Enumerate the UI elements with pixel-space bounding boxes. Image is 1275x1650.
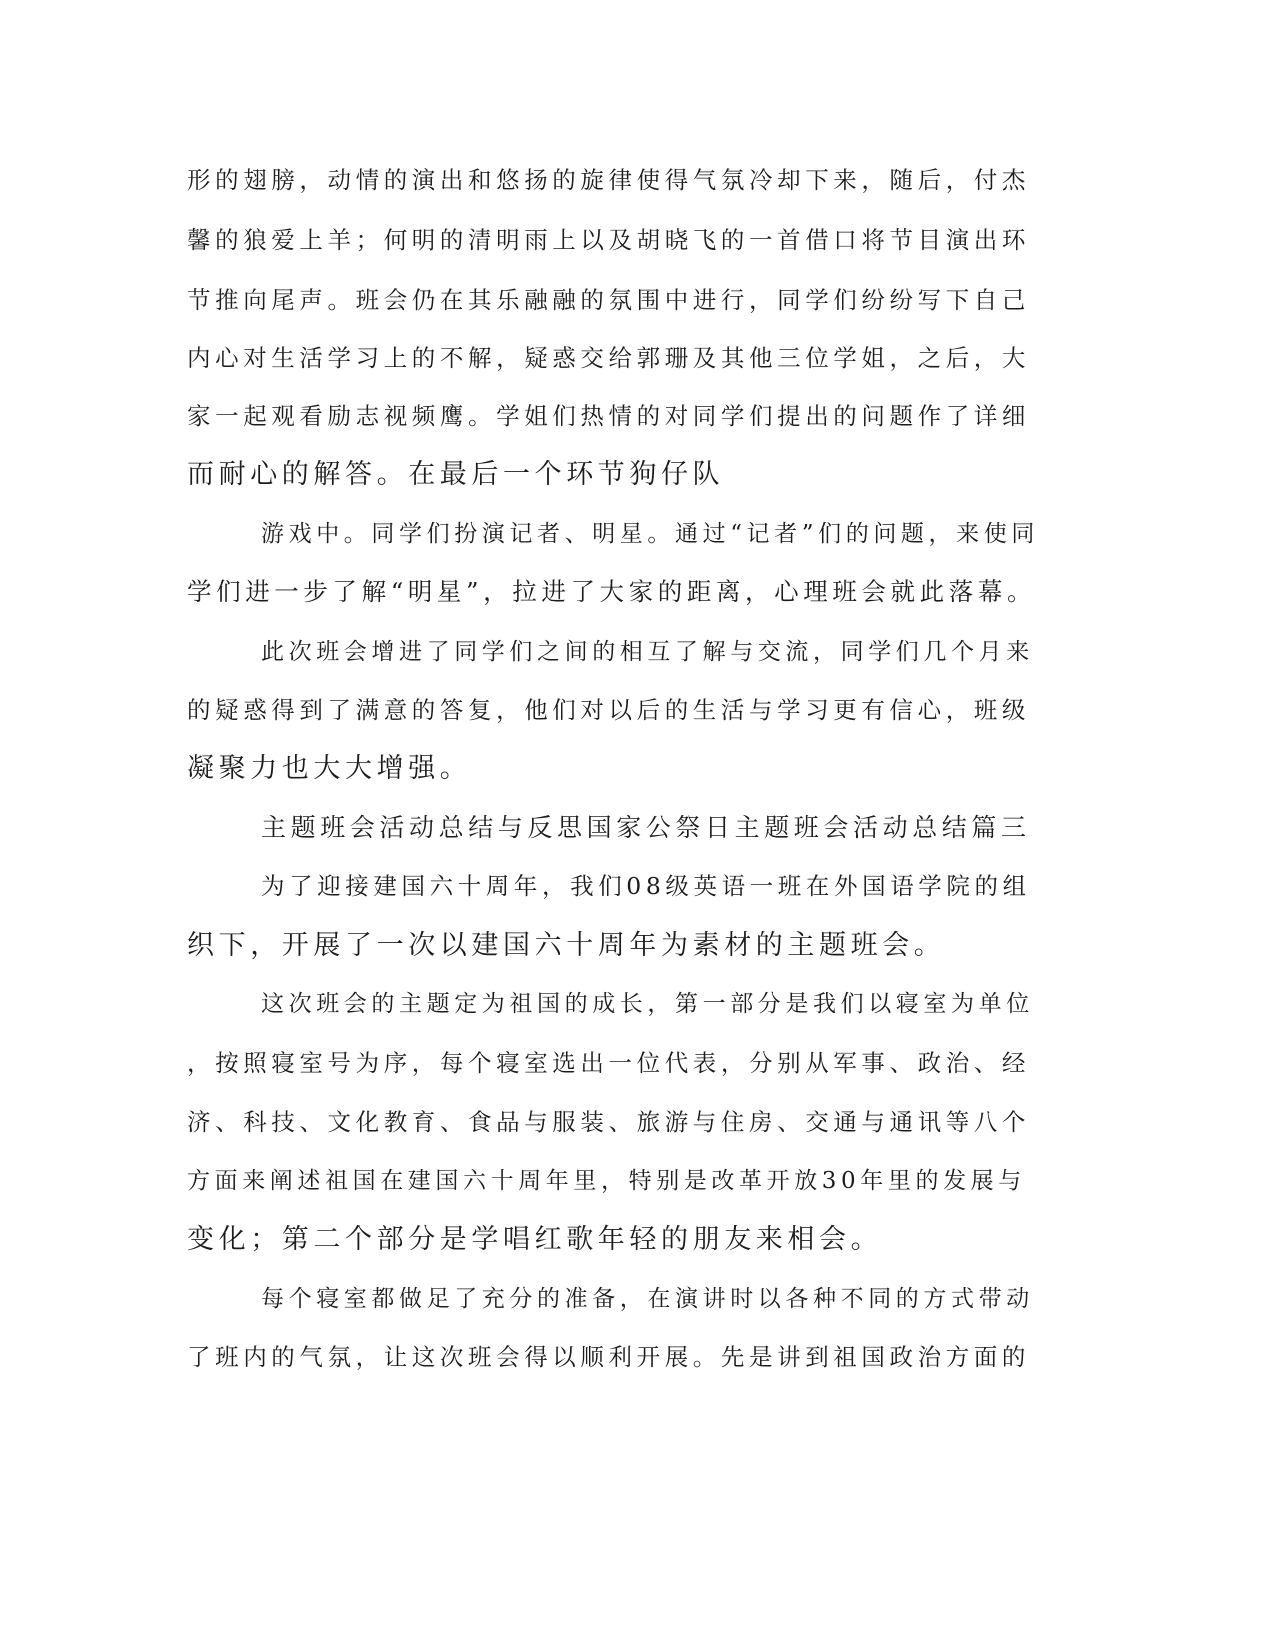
text-line: 而耐心的解答。在最后一个环节狗仔队 [187, 459, 725, 490]
text-line: 织下，开展了一次以建国六十周年为素材的主题班会。 [187, 930, 946, 961]
text-line: 凝聚力也大大增强。 [187, 753, 472, 784]
text-line: 内心对生活学习上的不解，疑惑交给郭珊及其他三位学姐，之后，大 [187, 344, 1030, 372]
text-line: 节推向尾声。班会仍在其乐融融的氛围中进行，同学们纷纷写下自己 [187, 286, 1030, 314]
text-line: 的疑惑得到了满意的答复，他们对以后的生活与学习更有信心，班级 [187, 696, 1030, 724]
text-line: 家一起观看励志视频鹰。学姐们热情的对同学们提出的问题作了详细 [187, 402, 1030, 430]
text-line: 学们进一步了解“明星”，拉进了大家的距离，心理班会就此落幕。 [187, 577, 1037, 606]
text-line: 了班内的气氛，让这次班会得以顺利开展。先是讲到祖国政治方面的 [187, 1343, 1030, 1371]
text-line: 形的翅膀，动情的演出和悠扬的旋律使得气氛冷却下来，随后，付杰 [187, 166, 1030, 194]
text-line: 馨的狼爱上羊；何明的清明雨上以及胡晓飞的一首借口将节目演出环 [187, 226, 1030, 254]
text-line: 方面来阐述祖国在建国六十周年里，特别是改革开放30年里的发展与 [187, 1168, 1026, 1194]
paragraph-first-line: 这次班会的主题定为祖国的成长，第一部分是我们以寝室为单位 [261, 991, 1034, 1017]
section-heading: 主题班会活动总结与反思国家公祭日主题班会活动总结篇三 [261, 813, 1031, 842]
text-line: ，按照寝室号为序，每个寝室选出一位代表，分别从军事、政治、经 [187, 1049, 1030, 1077]
text-line: 济、科技、文化教育、食品与服装、旅游与住房、交通与通讯等八个 [187, 1108, 1030, 1136]
text-line: 变化；第二个部分是学唱红歌年轻的朋友来相会。 [187, 1224, 883, 1255]
paragraph-first-line: 此次班会增进了同学们之间的相互了解与交流，同学们几个月来 [261, 639, 1034, 665]
paragraph-first-line: 游戏中。同学们扮演记者、明星。通过“记者”们的问题，来使同 [261, 521, 1039, 547]
paragraph-first-line: 为了迎接建国六十周年，我们08级英语一班在外国语学院的组 [261, 872, 1031, 900]
paragraph-first-line: 每个寝室都做足了充分的准备，在演讲时以各种不同的方式带动 [261, 1286, 1034, 1312]
